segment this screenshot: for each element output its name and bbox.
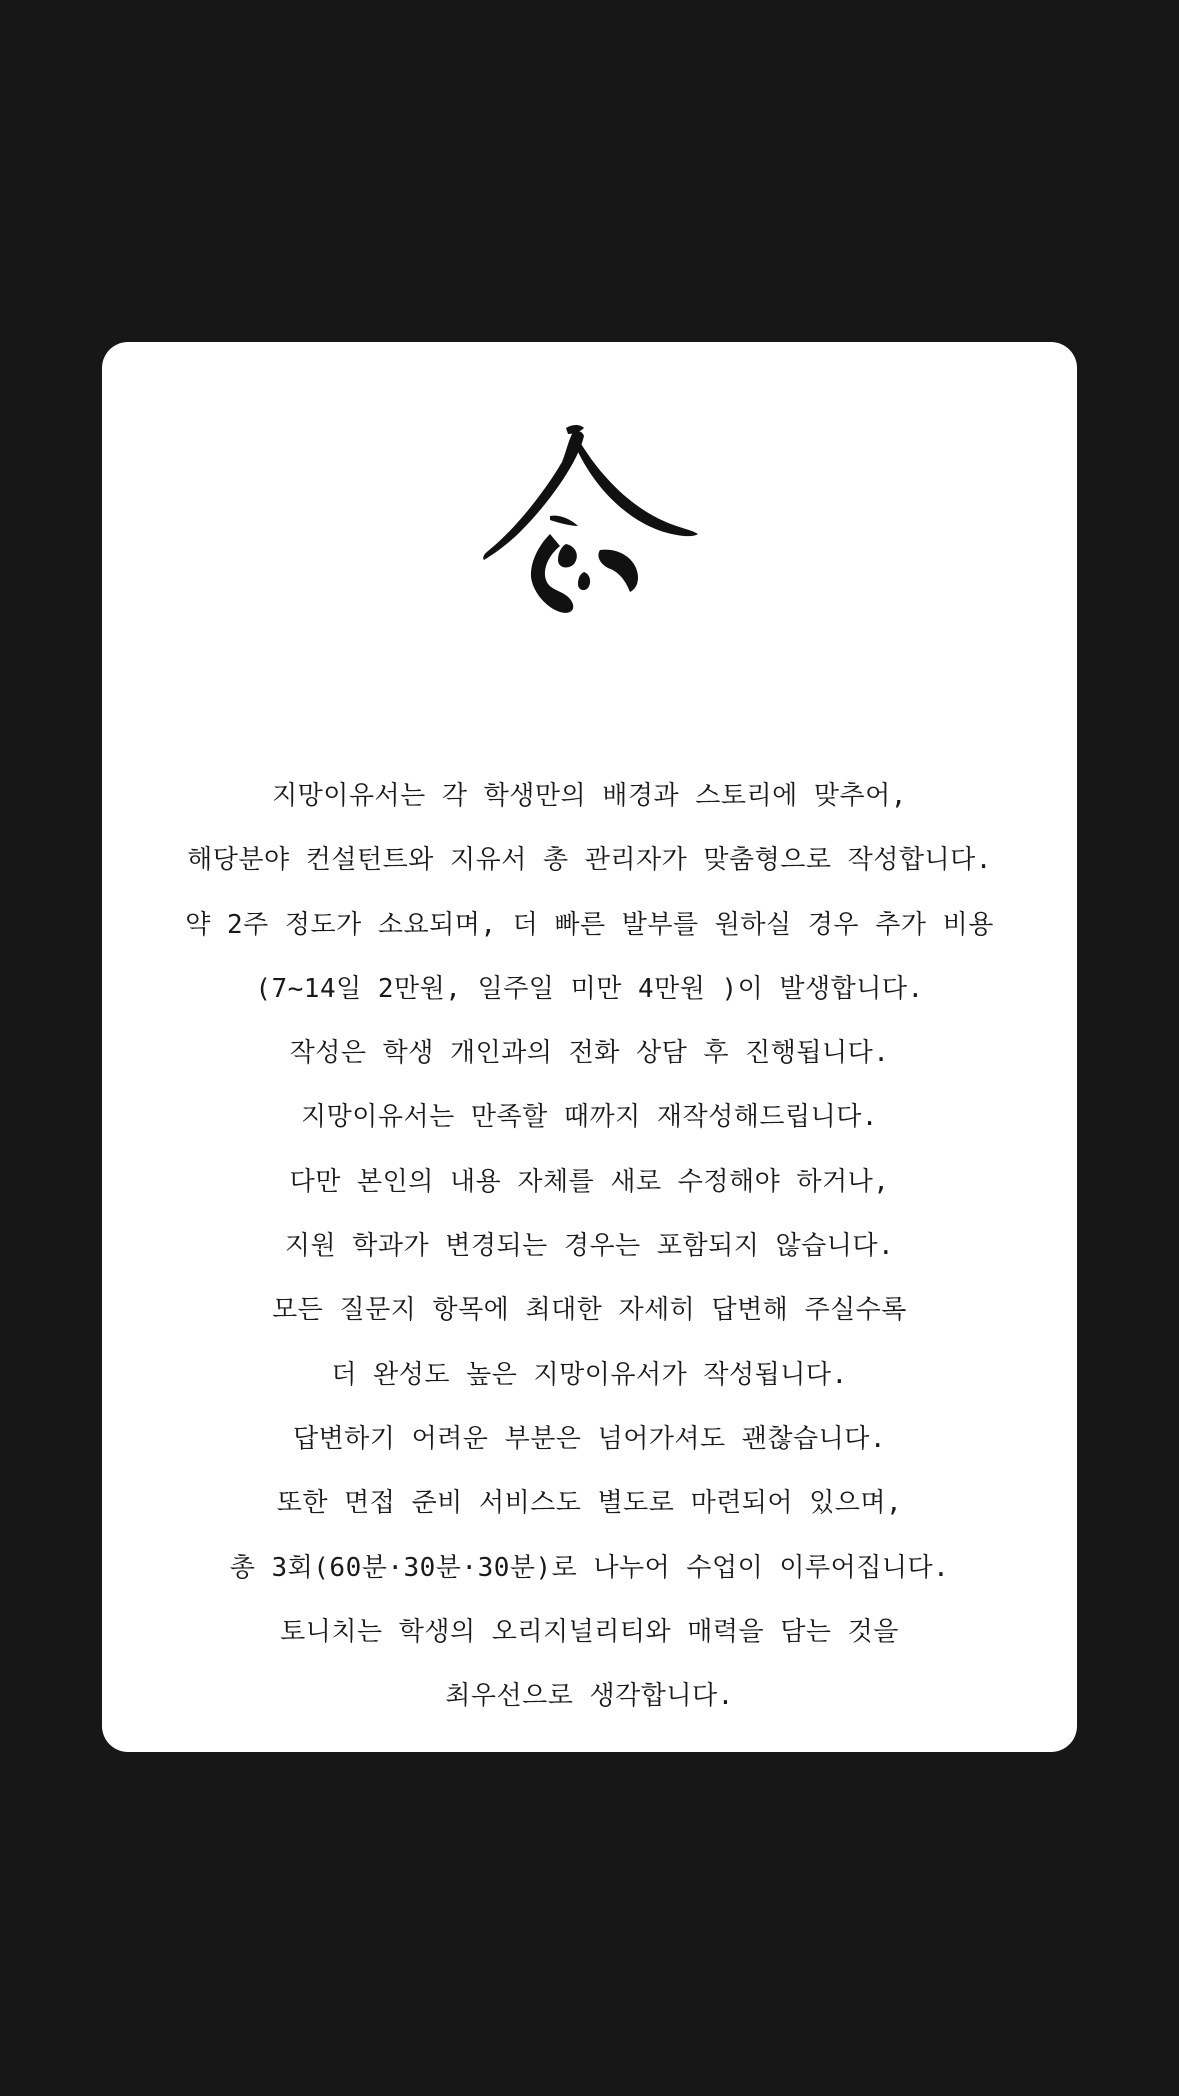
notice-line: 더 완성도 높은 지망이유서가 작성됩니다. (331, 1359, 848, 1390)
notice-line: 답변하기 어려운 부분은 넘어가셔도 괜찮습니다. (292, 1423, 887, 1454)
notice-line: 작성은 학생 개인과의 전화 상담 후 진행됩니다. (289, 1038, 890, 1069)
notice-line: 지원 학과가 변경되는 경우는 포함되지 않습니다. (284, 1231, 895, 1262)
notice-line: 최우선으로 생각합니다. (445, 1681, 734, 1712)
notice-line: 토니치는 학생의 오리지널리티와 매력을 담는 것을 (280, 1616, 899, 1647)
notice-line: 해당분야 컨설턴트와 지유서 총 관리자가 맞춤형으로 작성합니다. (187, 845, 992, 876)
notice-line: 다만 본인의 내용 자체를 새로 수정해야 하거나, (289, 1166, 890, 1197)
notice-line: 약 2주 정도가 소요되며, 더 빠른 발부를 원하실 경우 추가 비용 (185, 909, 994, 940)
notice-line: 모든 질문지 항목에 최대한 자세히 답변해 주실수록 (272, 1295, 907, 1326)
notice-line: 또한 면접 준비 서비스도 별도로 마련되어 있으며, (276, 1488, 903, 1519)
notice-line: (7~14일 2만원, 일주일 미만 4만원 )이 발생합니다. (255, 973, 924, 1004)
notice-text (102, 764, 1077, 1728)
notice-card (102, 342, 1077, 1752)
notice-line: 지망이유서는 각 학생만의 배경과 스토리에 맞추어, (272, 781, 907, 811)
notice-line: 총 3회(60분·30분·30분)로 나누어 수업이 이루어집니다. (229, 1552, 950, 1583)
notice-line: 지망이유서는 만족할 때까지 재작성해드립니다. (301, 1102, 878, 1133)
calligraphy-logo-icon (480, 422, 700, 622)
